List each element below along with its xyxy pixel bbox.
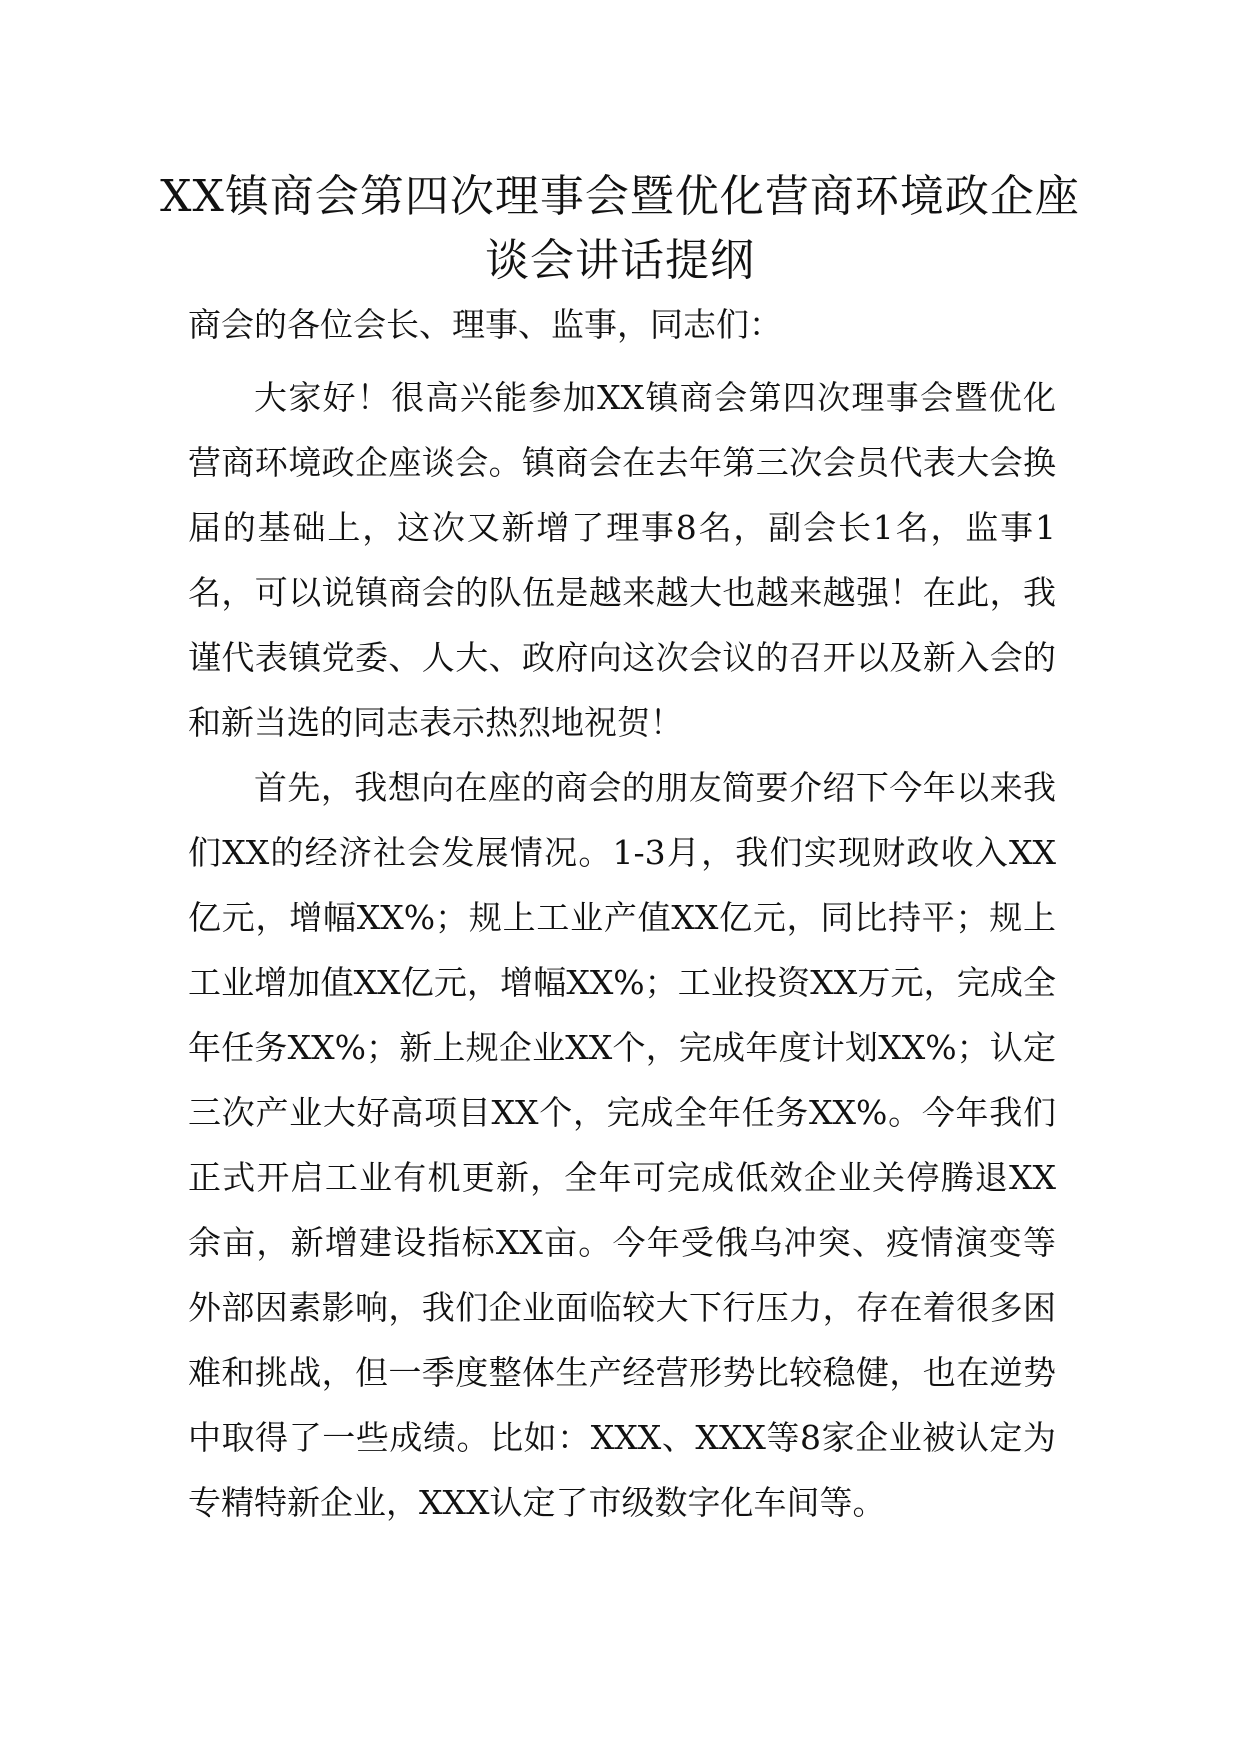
- document-body: [188, 300, 1056, 1535]
- salutation: 商会的各位会长、理事、监事，同志们：: [188, 305, 782, 344]
- paragraph-greeting: 大家好！很高兴能参加XX镇商会第四次理事会暨优化营商环境政企座谈会。镇商会在去年第三次会员代表大会换届的基础上，这次又新增了理事8名，副会长1名，监事1名，可以说镇商会的队伍是越来越大也越来越强！在此，我谨代表镇党委、人大、政府向这次会议的召开以及新入会的和新当选的同志表示热烈地祝贺！: [188, 378, 1056, 742]
- document-title: XX镇商会第四次理事会暨优化营商环境政企座谈会讲话提纲: [160, 171, 1080, 286]
- paragraph-economic-overview: 首先，我想向在座的商会的朋友简要介绍下今年以来我们XX的经济社会发展情况。1-3月，我们实现财政收入XX亿元，增幅XX%；规上工业产值XX亿元，同比持平；规上工业增加值XX亿元，增幅XX%；工业投资XX万元，完成全年任务XX%；新上规企业XX个，完成年度计划XX%；认定三次产业大好高项目XX个，完成全年任务XX%。今年我们正式开启工业有机更新，全年可完成低效企业关停腾退XX余亩，新增建设指标XX亩。今年受俄乌冲突、疫情演变等外部因素影响，我们企业面临较大下行压力，存在着很多困难和挑战，但一季度整体生产经营形势比较稳健，也在逆势中取得了一些成绩。比如：XXX、XXX等8家企业被认定为专精特新企业，XXX认定了市级数字化车间等。: [188, 768, 1056, 1522]
